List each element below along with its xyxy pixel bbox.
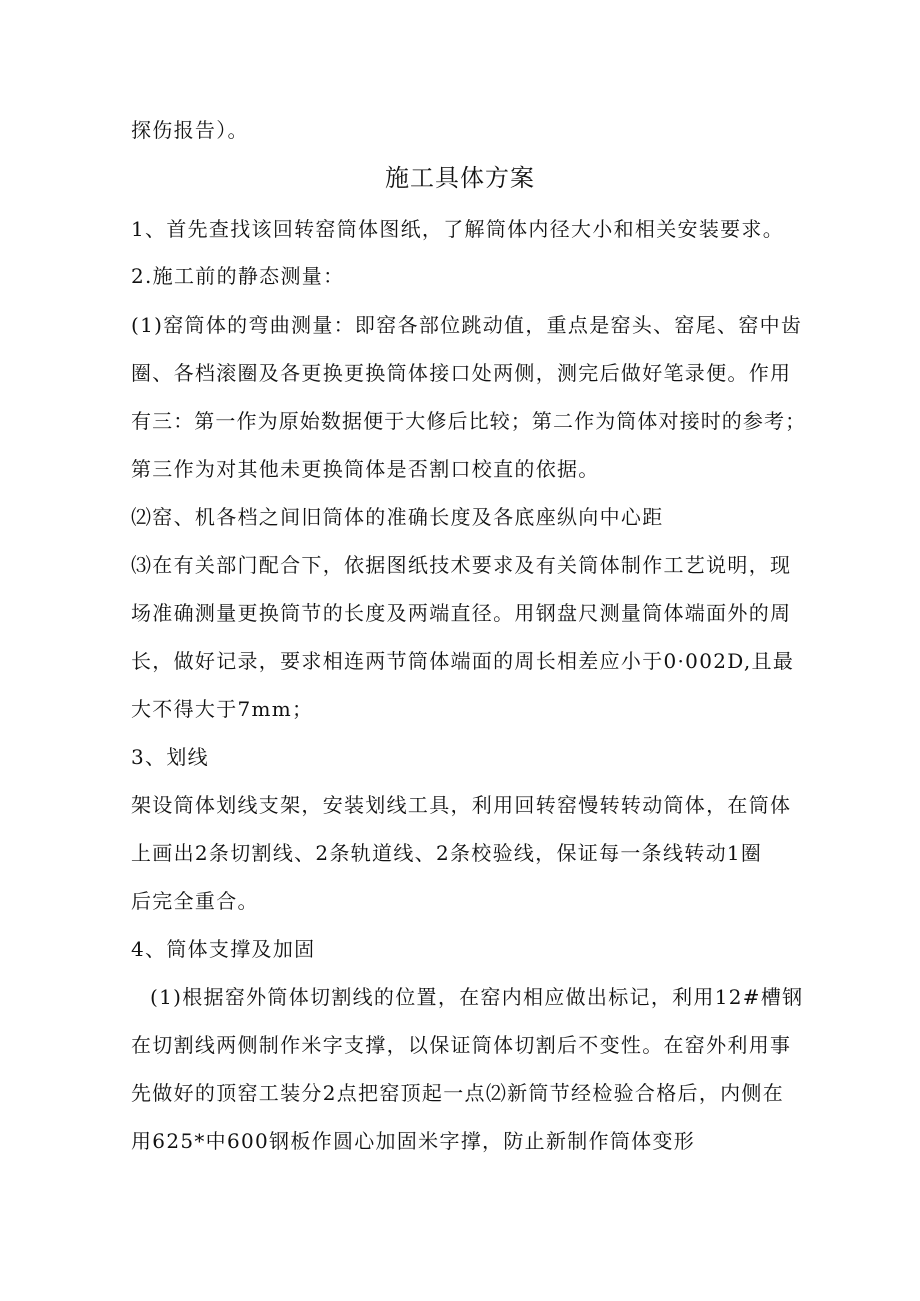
item-3-line-3: 后完全重合。 [131,889,259,913]
item-4-heading: 4、筒体支撑及加固 [131,937,316,961]
item-4-line-3: 先做好的顶窑工装分2点把窑顶起一点⑵新筒节经检验合格后，内侧在 [131,1081,785,1105]
item-3-heading: 3、划线 [131,745,209,769]
intro-line: 探伤报告）。 [131,118,249,142]
item-4-line-4: 用625*中600钢板作圆心加固米字撑，防止新制作筒体变形 [131,1129,696,1153]
item-3-line-2: 上画出2条切割线、2条轨道线、2条校验线，保证每一条线转动1圈 [131,841,763,865]
sub-1-line-1: (1)窑筒体的弯曲测量：即窑各部位跳动值，重点是窑头、窑尾、窑中齿 [131,313,803,337]
sub-1-line-4: 第三作为对其他未更换筒体是否割口校直的依据。 [131,457,600,481]
item-2-heading: 2.施工前的静态测量： [131,264,345,288]
item-4-line-2: 在切割线两侧制作米字支撑，以保证筒体切割后不变性。在窑外利用事 [131,1033,792,1057]
sub-3-line-3: 长，做好记录，要求相连两节筒体端面的周长相差应小于0·002D,且最 [131,649,795,673]
sub-3-line-1: ⑶在有关部门配合下，依据图纸技术要求及有关筒体制作工艺说明，现 [131,553,792,577]
sub-1-line-3: 有三：第一作为原始数据便于大修后比较；第二作为筒体对接时的参考； [131,409,807,433]
sub-1-line-2: 圈、各档滚圈及各更换更换筒体接口处两侧，测完后做好笔录便。作用 [131,361,792,385]
item-1: 1、首先查找该回转窑筒体图纸，了解筒体内径大小和相关安装要求。 [131,217,785,241]
item-3-line-1: 架设筒体划线支架，安装划线工具，利用回转窑慢转转动筒体，在筒体 [131,793,792,817]
section-title: 施工具体方案 [385,164,535,192]
sub-3-line-4: 大不得大于7mm； [131,697,314,721]
sub-2: ⑵窑、机各档之间旧筒体的准确长度及各底座纵向中心距 [131,505,664,529]
item-4-line-1: (1)根据窑外筒体切割线的位置，在窑内相应做出标记，利用12#槽钢 [150,985,804,1009]
sub-3-line-2: 场准确测量更换筒节的长度及两端直径。用钢盘尺测量筒体端面外的周 [131,601,792,625]
